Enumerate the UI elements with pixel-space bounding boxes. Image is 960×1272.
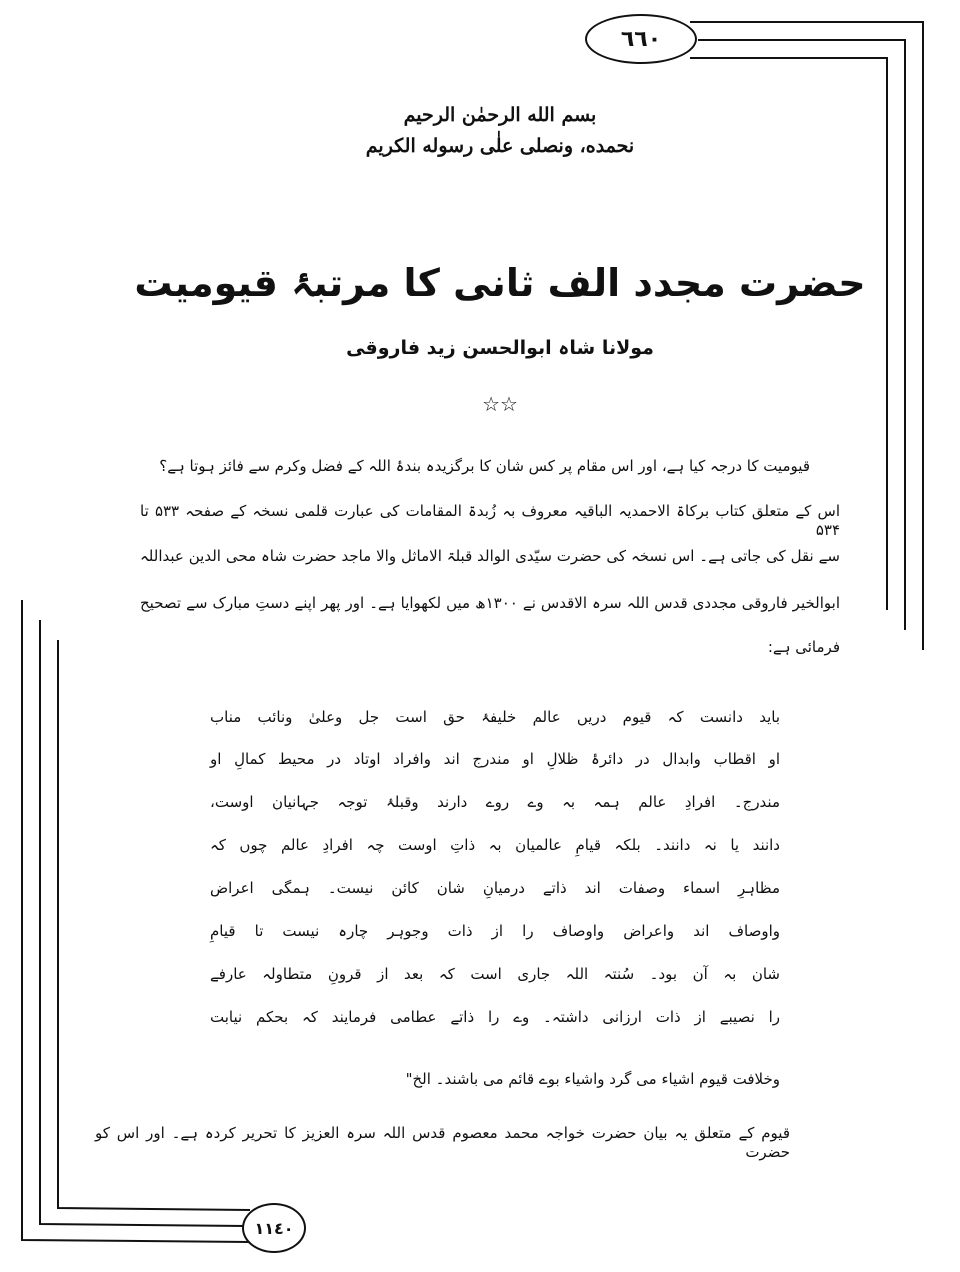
- page-number-top: [585, 14, 697, 64]
- quote-line: را نصیبے از ذات ارزانی داشتہ۔ وے را ذاتے عطامی فرمایند کہ بحکم نیابت: [210, 1008, 780, 1026]
- quote-line: مظاہرِ اسماء وصفات اند ذاتے درمیانِ شان کائن نیست۔ ہمگی اعراض: [210, 879, 780, 897]
- author-name: مولانا شاہ ابوالحسن زید فاروقی: [346, 337, 654, 359]
- quote-line: مندرج۔ افرادِ عالم ہمہ بہ وے روے دارند وقبلۂ توجہ جہانیان اوست،: [210, 793, 780, 811]
- page-number-top-text: ٦٦٠: [620, 26, 662, 52]
- quote-line: او اقطاب وابدال در دائرۂ ظلالِ او مندرج اند وافراد اوتاد در محیط کمالِ او: [210, 750, 780, 768]
- quote-line: واوصاف اند واعراض واوصاف را از ذات وجوہر چارہ نیست تا قیامِ: [210, 922, 780, 940]
- intro-line: قیومیت کا درجہ کیا ہے، اور اس مقام پر کس شان کا برگزیدہ بندۂ اللہ کے فضل وکرم سے فائز ہوتا ہے؟: [159, 457, 810, 475]
- page-number-bottom: [242, 1203, 306, 1253]
- intro-line: سے نقل کی جاتی ہے۔ اس نسخہ کی حضرت سیّدی الوالد قبلۃ الاماثل والا ماجد حضرت شاہ محی الدین عبداللہ: [140, 547, 840, 565]
- page-number-bottom-text: ١١٤٠: [254, 1218, 294, 1238]
- quote-line: وخلافت قیوم اشیاء می گرد واشیاء بوے قائم می باشند۔ الخ": [405, 1070, 780, 1088]
- quote-line: باید دانست کہ قیوم دریں عالم خلیفۂ حق است جل وعلیٰ ونائب مناب: [210, 708, 780, 726]
- salutation: نحمده، ونصلی علٰی رسوله الكريم: [365, 135, 635, 157]
- intro-line: اس کے متعلق کتاب برکاۃ الاحمدیہ الباقیہ معروف بہ زُبدۃ المقامات کی عبارت قلمی نسخہ کے صفحہ ۵۳۳ تا ۵۳۴: [140, 502, 840, 539]
- intro-line: ابوالخیر فاروقی مجددی قدس اللہ سرہ الاقدس نے ۱۳۰۰ھ میں لکھوایا ہے۔ اور پھر اپنے دستِ مبارک سے تصحیح: [140, 594, 840, 612]
- quote-line: شان بہ آن بود۔ سُنتہ اللہ جاری است کہ بعد از قرونِ متطاولہ عارفے: [210, 965, 780, 983]
- quote-line: دانند یا نہ دانند۔ بلکہ قیامِ عالمیان بہ ذاتِ اوست چہ افرادِ عالم چوں کہ: [210, 836, 780, 854]
- intro-line: فرمائی ہے:: [767, 638, 840, 656]
- star-ornament: ☆☆: [482, 392, 518, 416]
- page-title: حضرت مجدد الف ثانی کا مرتبۂ قیومیت: [134, 261, 866, 305]
- closing-line: قیوم کے متعلق یہ بیان حضرت خواجہ محمد معصوم قدس اللہ سرہ العزیز کا تحریر کردہ ہے۔ اور اس کو حضرت: [95, 1124, 790, 1161]
- bismillah: بسم الله الرحمٰن الرحيم: [403, 104, 597, 126]
